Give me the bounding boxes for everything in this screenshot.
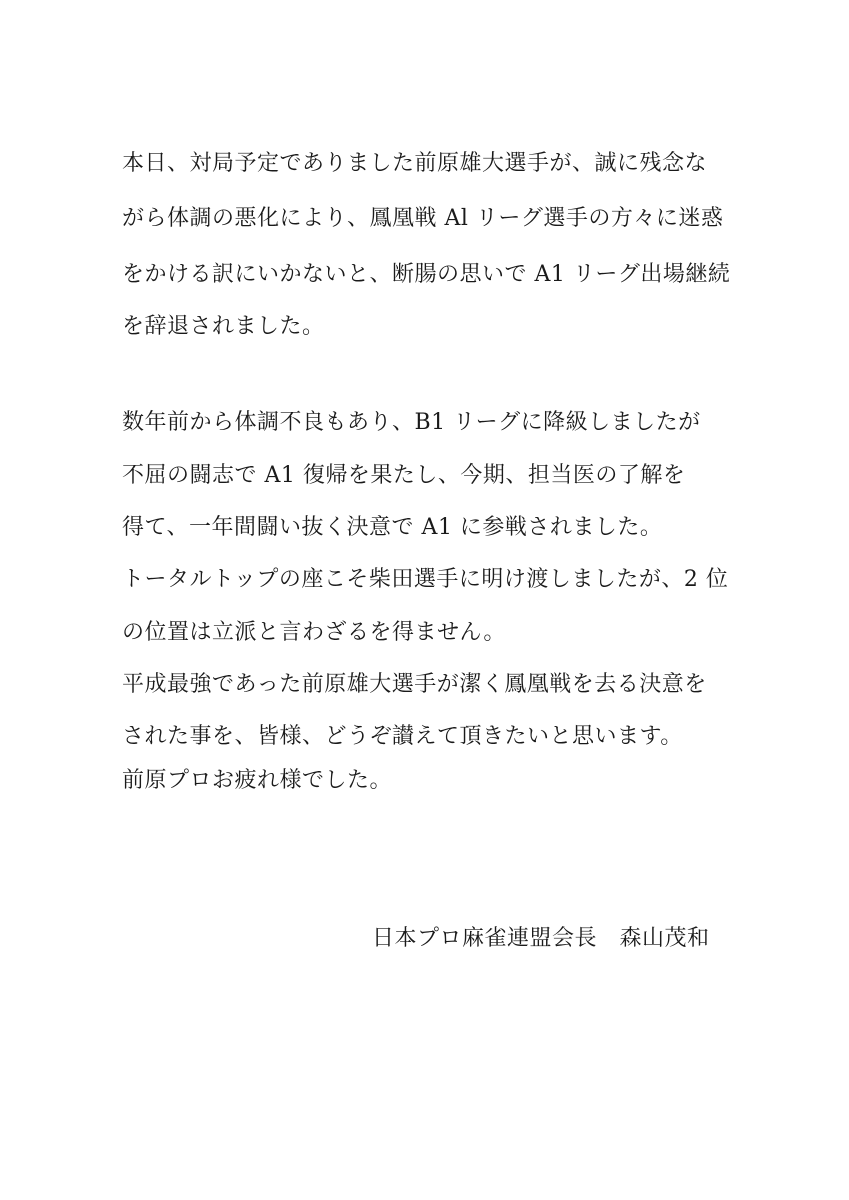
paragraph-2-line-8: 前原プロお疲れ様でした。 <box>122 768 393 793</box>
paragraph-2-line-7: された事を、皆様、どうぞ讃えて頂きたいと思います。 <box>122 724 683 749</box>
paragraph-2-line-2: 不屈の闘志で A1 復帰を果たし、今期、担当医の了解を <box>122 463 686 488</box>
paragraph-2-line-5: の位置は立派と言わざるを得ません。 <box>122 620 506 645</box>
paragraph-2-line-6: 平成最強であった前原雄大選手が潔く鳳凰戦を去る決意を <box>122 672 707 697</box>
paragraph-2-line-3: 得て、一年間闘い抜く決意で A1 に参戦されました。 <box>122 515 663 540</box>
paragraph-1-line-3: をかける訳にいかないと、断腸の思いで A1 リーグ出場継続 <box>122 262 731 287</box>
paragraph-1-line-1: 本日、対局予定でありました前原雄大選手が、誠に残念な <box>122 151 708 176</box>
paragraph-1-line-2: がら体調の悪化により、鳳凰戦 Al リーグ選手の方々に迷惑 <box>122 206 724 231</box>
paragraph-2-line-1: 数年前から体調不良もあり、B1 リーグに降級しましたが <box>122 410 701 435</box>
paragraph-2-line-4: トータルトップの座こそ柴田選手に明け渡しましたが、2 位 <box>122 567 729 592</box>
signature: 日本プロ麻雀連盟会長 森山茂和 <box>372 926 710 951</box>
paragraph-1-line-4: を辞退されました。 <box>122 314 325 339</box>
